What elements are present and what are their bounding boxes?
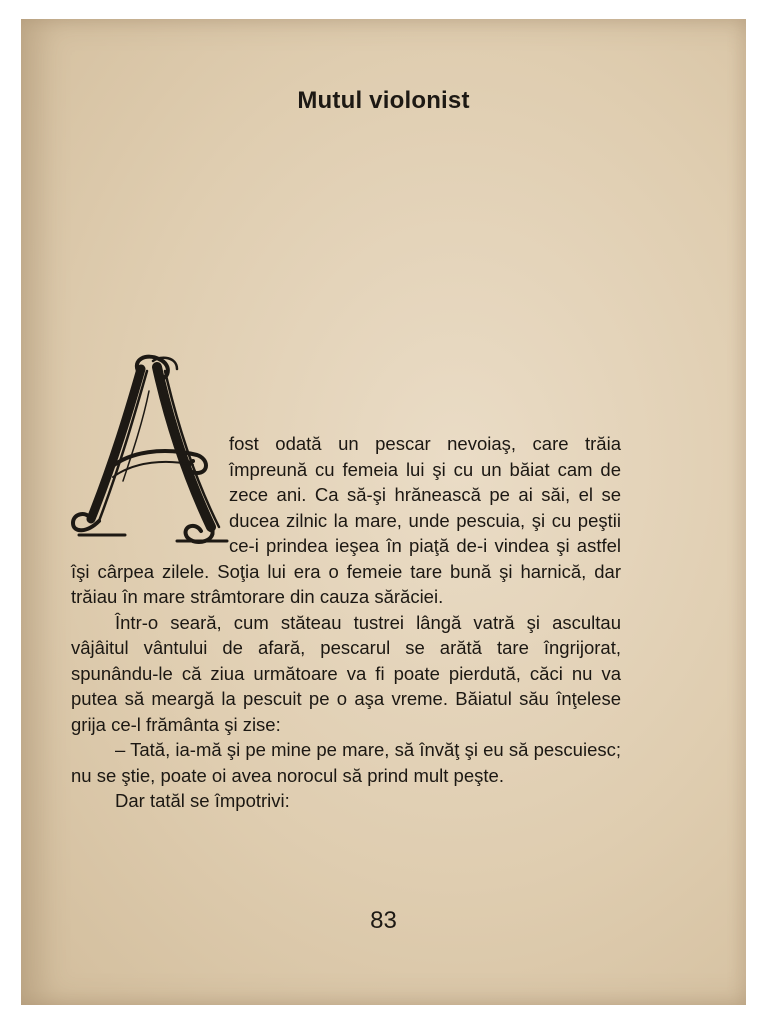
opening-paragraph-text: fost odată un pescar nevoiaş, care trăia împreună cu femeia lui şi cu un băiat cam de zece ani. Ca să-şi hrănească pe ai săi, el se ducea zilnic la mare, unde pescuia, şi cu peştii ce-i prindea ieşea în piaţă de-i vindea şi astfel îşi cârpea zilele. Soţia lui era o femeie tare bună şi harnică, dar trăiau în mare strâmtorare din cauza sărăciei. xyxy=(71,433,621,607)
paragraph: Într-o seară, cum stăteau tustrei lângă vatră şi ascultau vâjâitul vântului de afară, pescarul se arătă tare îngrijorat, spunându-le că ziua următoare va fi poate pierdută, căci nu va putea să meargă la pescuit pe o aşa vreme. Băiatul său înţelese grija ce-l frământa şi zise: xyxy=(71,611,621,735)
paragraph: Dar tatăl se împotrivi: xyxy=(115,790,290,811)
opening-paragraph xyxy=(71,431,621,610)
story-text xyxy=(71,431,621,814)
page-title: Mutul violonist xyxy=(297,87,470,114)
dialogue-paragraph: – Tată, ia-mă şi pe mine pe mare, să învăţ şi eu să pescuiesc; nu se ştie, poate oi avea norocul să prind mult peşte. xyxy=(71,739,621,786)
book-page xyxy=(21,19,746,1005)
drop-cap-space xyxy=(71,431,229,553)
page-number: 83 xyxy=(370,907,397,934)
